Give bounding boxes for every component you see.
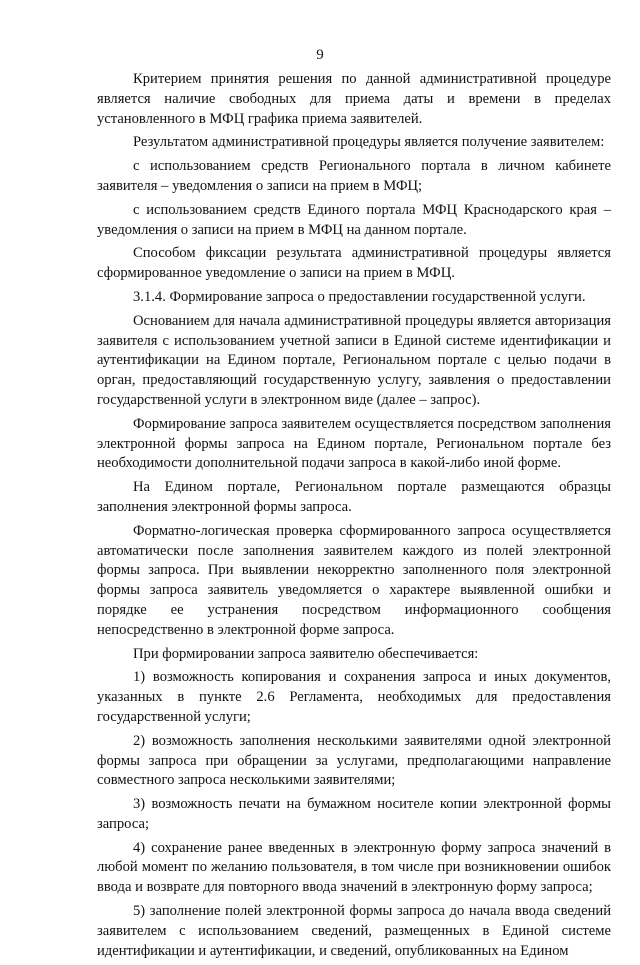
paragraph-format-check: Форматно-логическая проверка сформированного запроса осуществляется автоматически после заполнения заявителем каждого из полей электронной формы запроса. При выявлении некорректно заполненного поля электронной формы запроса заявитель уведомляется о характере выявленной ошибки и порядке ее устранения посредством информационного сообщения непосредственно в электронной форме запроса. (97, 522, 611, 638)
paragraph-procedure-result: Результатом административной процедуры является получение заявителем: (133, 134, 605, 151)
list-item-5: 5) заполнение полей электронной формы запроса до начала ввода сведений заявителем с использованием сведений, размещенных в Единой системе идентификации и аутентификации, и сведений, опубликованных на Едином (97, 903, 611, 959)
document-body (97, 70, 611, 965)
paragraph-request-forming: Формирование запроса заявителем осуществляется посредством заполнения электронной формы запроса на Едином портале, Региональном портале без необходимости дополнительной подачи запроса в какой-либо иной форме. (97, 415, 611, 472)
list-item-1: 1) возможность копирования и сохранения запроса и иных документов, указанных в пункте 2.6 Регламента, необходимых для предоставления государственной услуги; (97, 669, 611, 725)
paragraph-regional-portal-notice: с использованием средств Регионального портала в личном кабинете заявителя – уведомления о записи на прием в МФЦ; (97, 158, 611, 194)
paragraph-provided-features-intro: При формировании запроса заявителю обеспечивается: (133, 645, 479, 662)
list-item-4: 4) сохранение ранее введенных в электронную форму запроса значений в любой момент по желанию пользователя, в том числе при возникновении ошибок ввода и возврате для повторного ввода значений в электронную форму запроса; (97, 839, 611, 896)
paragraph-mfc-portal-notice: с использованием средств Единого портала МФЦ Краснодарского края – уведомления о записи на прием в МФЦ на данном портале. (97, 201, 611, 238)
paragraph-form-samples: На Едином портале, Региональном портале размещаются образцы заполнения электронной формы запроса. (97, 479, 611, 515)
section-heading-3-1-4: 3.1.4. Формирование запроса о предоставлении государственной услуги. (133, 288, 586, 305)
list-item-2: 2) возможность заполнения несколькими заявителями одной электронной формы запроса при обращении за услугами, предполагающими направление совместного запроса несколькими заявителями; (97, 732, 611, 789)
paragraph-fixation-method: Способом фиксации результата административной процедуры является сформированное уведомление о записи на прием в МФЦ. (97, 245, 611, 282)
list-item-3: 3) возможность печати на бумажном носителе копии электронной формы запроса; (97, 796, 611, 832)
paragraph-procedure-basis: Основанием для начала административной процедуры является авторизация заявителя с использованием учетной записи в Единой системе идентификации и аутентификации на Едином портале, Региональном портале с целью подачи в орган, предоставляющий государственную услугу, заявления о предоставлении государственной услуги в электронном виде (далее – запрос). (97, 312, 611, 408)
page-number: 9 (316, 47, 324, 63)
paragraph-decision-criterion: Критерием принятия решения по данной административной процедуре является наличие свободных для приема даты и времени в пределах установленного в МФЦ графика приема заявителей. (97, 71, 611, 127)
